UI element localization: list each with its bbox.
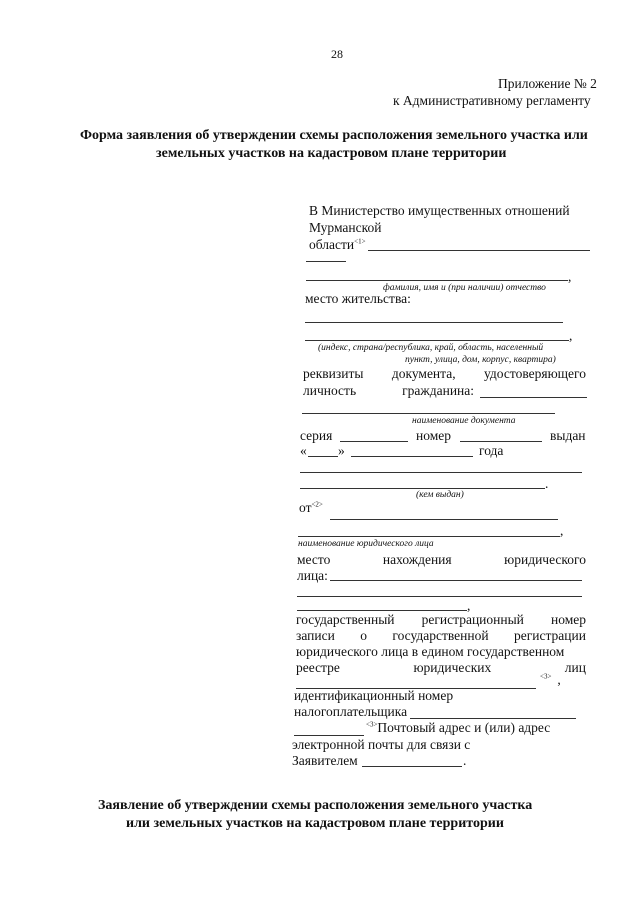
series-label: серия <box>300 428 333 443</box>
residence-line-2[interactable] <box>305 340 569 341</box>
doc-name-caption: наименование документа <box>412 416 516 426</box>
requisites-word-3: удостоверяющего <box>484 366 586 381</box>
from-label <box>299 500 323 516</box>
location-line <box>297 552 586 568</box>
page-number: 28 <box>331 47 343 61</box>
postal-dot: . <box>463 753 467 768</box>
addressee-line-short[interactable] <box>306 261 346 262</box>
inn-field[interactable] <box>410 718 576 719</box>
form-title-line2: земельных участков на кадастровом плане территории <box>156 146 507 161</box>
series-field[interactable] <box>340 441 408 442</box>
registration-line-3: юридического лица в едином государственном <box>296 644 565 659</box>
residence-comma: , <box>569 328 573 343</box>
footnote-3b: <3> <box>366 720 378 729</box>
ogrn-comma: , <box>557 672 561 687</box>
ogrn-note <box>540 672 561 688</box>
location-label-2: лица: <box>297 568 328 583</box>
identity-line-field[interactable] <box>480 397 587 398</box>
appendix-reference: к Административному регламенту <box>393 93 591 108</box>
addressee-line[interactable] <box>368 250 590 251</box>
requisites-word-2: документа, <box>391 366 456 381</box>
issuer-dot: . <box>545 476 549 491</box>
postal-field[interactable] <box>362 766 462 767</box>
registry-word-3: лиц <box>564 660 586 675</box>
registration-line-1 <box>296 612 586 628</box>
location-word-3: юридического <box>504 552 586 567</box>
issued-label: выдан <box>550 428 586 443</box>
issued-by-caption: (кем выдан) <box>416 490 464 500</box>
fio-line[interactable] <box>306 280 568 281</box>
from-word: от <box>299 500 312 515</box>
registry-word-1: реестре <box>296 660 340 675</box>
footnote-3a: <3> <box>540 672 552 681</box>
legal-name-line[interactable] <box>298 536 560 537</box>
date-day-field[interactable] <box>308 456 338 457</box>
fio-comma: , <box>568 269 572 284</box>
appendix-number: Приложение № 2 <box>498 76 597 91</box>
location-field-2[interactable] <box>297 596 582 597</box>
residence-label: место жительства: <box>305 291 411 306</box>
postal-text-1: Почтовый адрес и (или) адрес <box>377 720 551 735</box>
registration-word-2: регистрационный <box>421 612 524 627</box>
year-label: года <box>479 443 504 458</box>
postal-label-3: Заявителем <box>292 753 358 768</box>
from-field[interactable] <box>330 519 558 520</box>
statement-title-line2: или земельных участков на кадастровом плане территории <box>126 816 504 831</box>
location-word-1: место <box>297 552 331 567</box>
legal-name-caption: наименование юридического лица <box>298 539 434 549</box>
addressee-region: области <box>309 237 355 252</box>
number-label: номер <box>416 428 452 443</box>
registration-line-2 <box>296 628 586 644</box>
record-word-3: государственной <box>392 628 489 643</box>
location-comma: , <box>467 598 471 613</box>
addressee-line1: В Министерство имущественных отношений <box>309 203 570 218</box>
identity-line <box>303 383 474 399</box>
registry-word-2: юридических <box>413 660 492 675</box>
location-field-3[interactable] <box>297 610 467 611</box>
inn-label-1: идентификационный номер <box>294 688 454 703</box>
record-word-1: записи <box>296 628 335 643</box>
residence-line-1[interactable] <box>305 322 563 323</box>
footnote-1: <1> <box>354 237 366 246</box>
inn-field-2[interactable] <box>294 735 364 736</box>
location-word-2: нахождения <box>382 552 452 567</box>
issuer-line-2[interactable] <box>300 488 545 489</box>
requisites-word-1: реквизиты <box>303 366 364 381</box>
date-quote-open: « <box>300 443 307 458</box>
issuer-line-1[interactable] <box>300 472 582 473</box>
registration-word-1: государственный <box>296 612 395 627</box>
inn-label-2: налогоплательщика <box>294 704 408 719</box>
date-quote-close: » <box>338 443 345 458</box>
registration-word-3: номер <box>550 612 586 627</box>
addressee-line2: Мурманской <box>309 220 382 235</box>
statement-title-line1: Заявление об утверждении схемы расположения земельного участка <box>98 798 533 813</box>
identity-word-1: личность <box>303 383 357 398</box>
form-title-line1: Форма заявления об утверждении схемы расположения земельного участка или <box>80 128 588 143</box>
address-caption-1: (индекс, страна/республика, край, область, населенный <box>318 343 544 353</box>
record-word-2: о <box>360 628 367 643</box>
number-field[interactable] <box>460 441 542 442</box>
doc-name-line[interactable] <box>302 413 555 414</box>
postal-label-2: электронной почты для связи с <box>292 737 471 752</box>
address-caption-2: пункт, улица, дом, корпус, квартира) <box>405 355 556 365</box>
fio-caption: фамилия, имя и (при наличии) отчество <box>383 283 546 293</box>
footnote-2: <2> <box>311 500 323 509</box>
date-month-field[interactable] <box>351 456 473 457</box>
requisites-line <box>303 366 586 382</box>
record-word-4: регистрации <box>514 628 586 643</box>
postal-label-1 <box>366 720 550 736</box>
identity-word-2: гражданина: <box>402 383 475 398</box>
location-field-1[interactable] <box>330 580 582 581</box>
addressee-line3 <box>309 237 366 253</box>
legal-name-comma: , <box>560 523 564 538</box>
